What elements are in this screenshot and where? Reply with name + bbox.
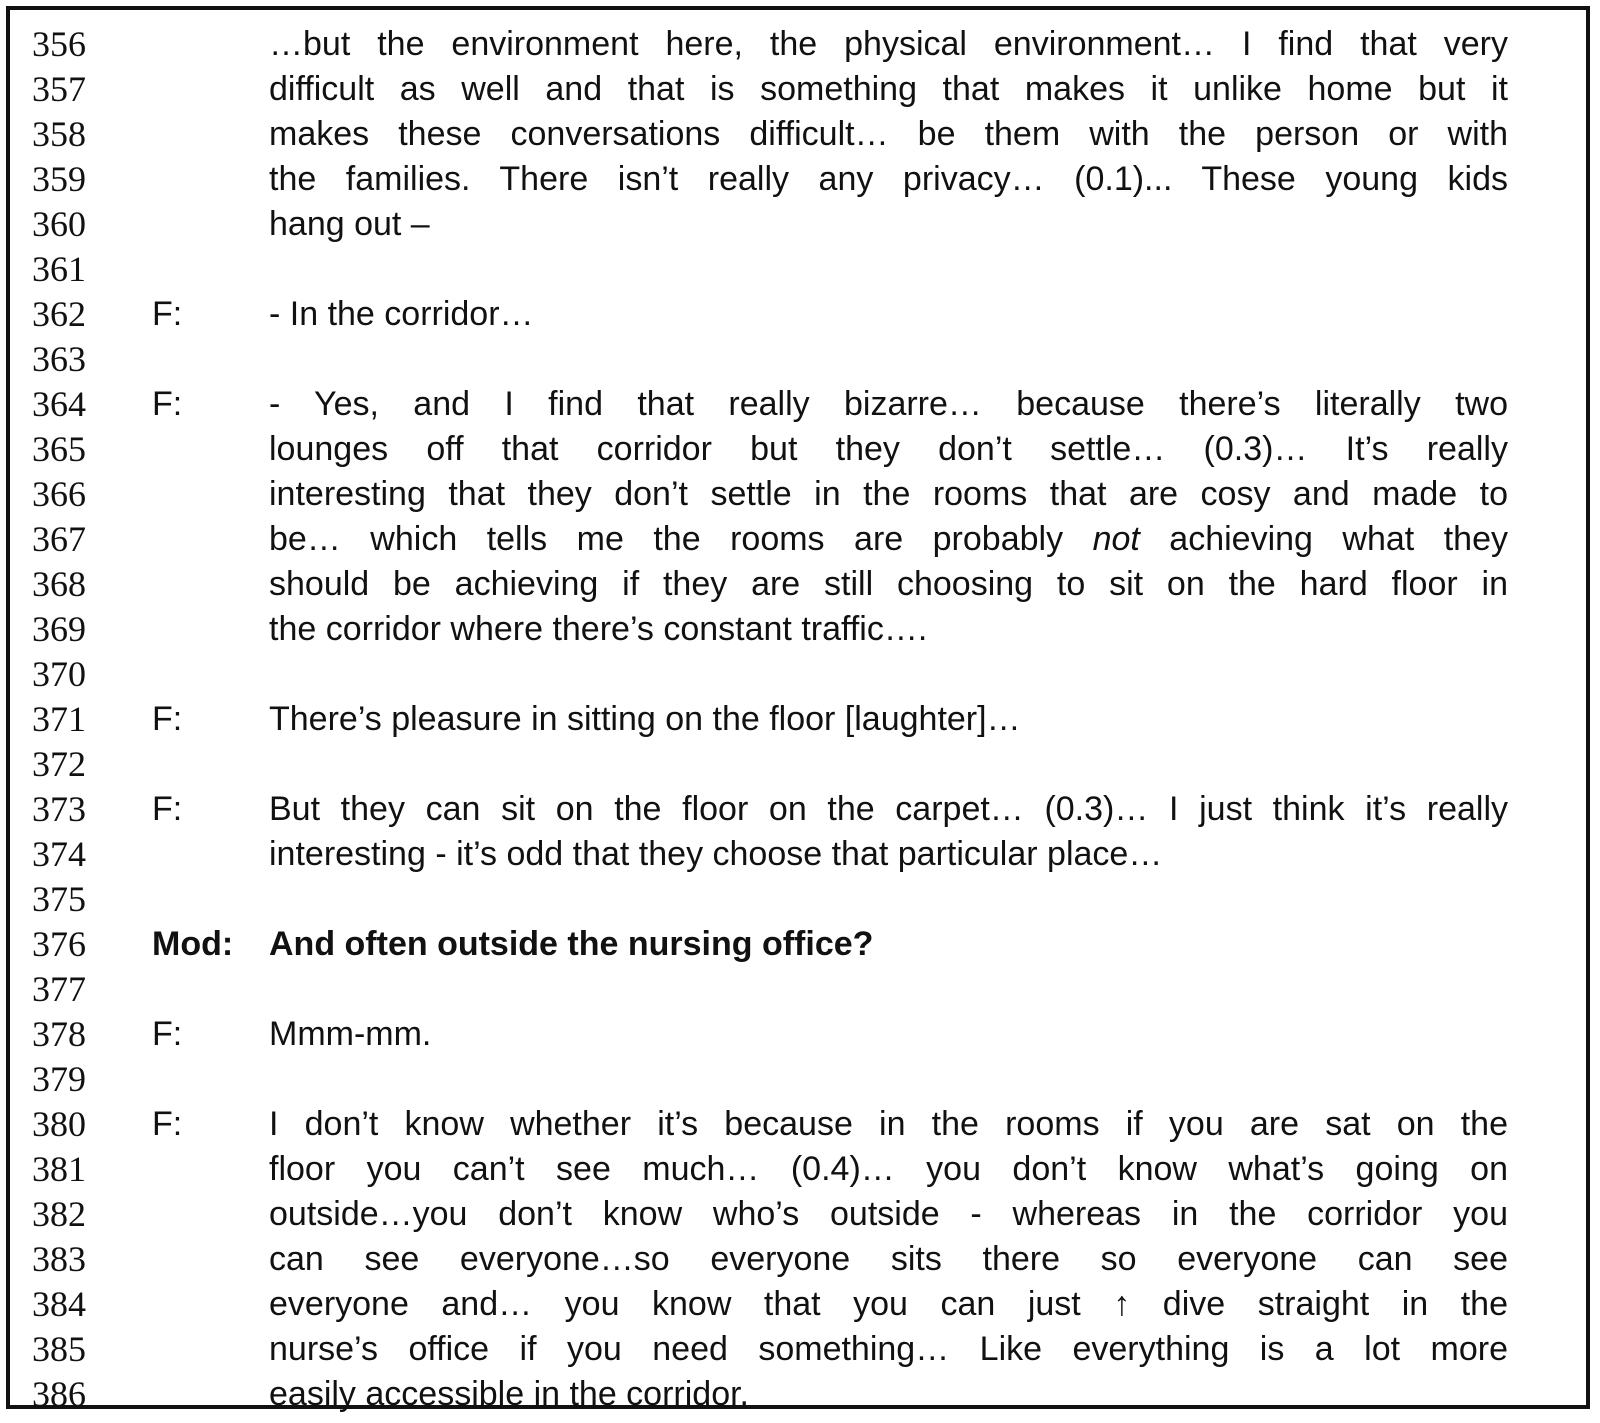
line-number: 372: [32, 744, 86, 784]
transcript-line: [10, 1237, 1586, 1282]
transcript-line: [10, 337, 1586, 382]
line-number: 360: [32, 204, 86, 244]
line-number: 364: [32, 384, 86, 424]
transcript-frame: [6, 6, 1590, 1414]
transcript-line: [10, 427, 1586, 472]
line-number: 377: [32, 969, 86, 1009]
utterance-text: nurse’s office if you need something… Like everything is a lot more: [269, 1330, 1508, 1368]
speaker-label: F:: [152, 700, 183, 738]
line-number: 366: [32, 474, 86, 514]
line-number: 362: [32, 294, 86, 334]
line-number: 386: [32, 1374, 86, 1414]
utterance-text: everyone and… you know that you can just ↑ dive straight in the: [269, 1285, 1508, 1323]
line-number: 374: [32, 834, 86, 874]
utterance-text: [269, 517, 1508, 562]
utterance-text-post: achieving what they: [1139, 520, 1508, 558]
utterance-text: outside…you don’t know who’s outside - whereas in the corridor you: [269, 1195, 1508, 1233]
line-number: 384: [32, 1284, 86, 1324]
utterance-text: easily accessible in the corridor.: [269, 1375, 750, 1413]
line-number: 376: [32, 924, 86, 964]
utterance-text: But they can sit on the floor on the carpet… (0.3)… I just think it’s really: [269, 790, 1508, 828]
speaker-label: F:: [152, 295, 183, 333]
line-number: 370: [32, 654, 86, 694]
transcript-line: [10, 1327, 1586, 1372]
transcript-line: [10, 67, 1586, 112]
line-number: 369: [32, 609, 86, 649]
transcript-line: [10, 652, 1586, 697]
line-number: 361: [32, 249, 86, 289]
line-number: 367: [32, 519, 86, 559]
speaker-label: F:: [152, 385, 183, 423]
utterance-text: should be achieving if they are still choosing to sit on the hard floor in: [269, 565, 1508, 603]
utterance-text: …but the environment here, the physical environment… I find that very: [269, 25, 1508, 63]
utterance-text-pre: be… which tells me the rooms are probably: [269, 520, 1093, 558]
utterance-text: interesting that they don’t settle in the rooms that are cosy and made to: [269, 475, 1508, 513]
speaker-label: F:: [152, 1105, 183, 1143]
transcript-line: [10, 607, 1586, 652]
speaker-label: F:: [152, 790, 183, 828]
transcript-line: [10, 382, 1586, 427]
utterance-text: interesting - it’s odd that they choose that particular place…: [269, 835, 1163, 873]
utterance-text: the corridor where there’s constant traffic….: [269, 610, 928, 648]
transcript-line: [10, 247, 1586, 292]
line-number: 373: [32, 789, 86, 829]
transcript-line: [10, 742, 1586, 787]
transcript-line: [10, 1282, 1586, 1327]
utterance-text: And often outside the nursing office?: [269, 925, 874, 963]
utterance-text: - In the corridor…: [269, 295, 534, 333]
transcript-line: [10, 1372, 1586, 1417]
transcript-line: [10, 517, 1586, 562]
utterance-text: can see everyone…so everyone sits there so everyone can see: [269, 1240, 1508, 1278]
line-number: 375: [32, 879, 86, 919]
utterance-text: hang out –: [269, 205, 430, 243]
line-number: 365: [32, 429, 86, 469]
utterance-text: the families. There isn’t really any privacy… (0.1)... These young kids: [269, 160, 1508, 198]
transcript-line: [10, 202, 1586, 247]
transcript-line: [10, 22, 1586, 67]
line-number: 382: [32, 1194, 86, 1234]
transcript-line: [10, 562, 1586, 607]
transcript-line: [10, 922, 1586, 967]
utterance-text: floor you can’t see much… (0.4)… you don’t know what’s going on: [269, 1150, 1508, 1188]
transcript-body: [10, 22, 1586, 1417]
utterance-text: makes these conversations difficult… be them with the person or with: [269, 115, 1508, 153]
line-number: 380: [32, 1104, 86, 1144]
utterance-text: Mmm-mm.: [269, 1015, 432, 1053]
transcript-line: [10, 787, 1586, 832]
line-number: 356: [32, 24, 86, 64]
line-number: 363: [32, 339, 86, 379]
line-number: 358: [32, 114, 86, 154]
transcript-line: [10, 1192, 1586, 1237]
transcript-line: [10, 877, 1586, 922]
transcript-line: [10, 1147, 1586, 1192]
line-number: 383: [32, 1239, 86, 1279]
utterance-text: I don’t know whether it’s because in the rooms if you are sat on the: [269, 1105, 1508, 1143]
speaker-label: F:: [152, 1015, 183, 1053]
transcript-line: [10, 697, 1586, 742]
utterance-text: lounges off that corridor but they don’t settle… (0.3)… It’s really: [269, 430, 1508, 468]
line-number: 379: [32, 1059, 86, 1099]
transcript-line: [10, 472, 1586, 517]
line-number: 381: [32, 1149, 86, 1189]
transcript-line: [10, 1057, 1586, 1102]
line-number: 368: [32, 564, 86, 604]
speaker-label: Mod:: [152, 925, 234, 963]
line-number: 371: [32, 699, 86, 739]
utterance-text: There’s pleasure in sitting on the floor [laughter]…: [269, 700, 1021, 738]
utterance-emphasis: not: [1092, 520, 1140, 558]
line-number: 378: [32, 1014, 86, 1054]
transcript-line: [10, 157, 1586, 202]
line-number: 385: [32, 1329, 86, 1369]
utterance-text: difficult as well and that is something that makes it unlike home but it: [269, 70, 1508, 108]
line-number: 359: [32, 159, 86, 199]
transcript-line: [10, 967, 1586, 1012]
transcript-line: [10, 1012, 1586, 1057]
utterance-text: - Yes, and I find that really bizarre… because there’s literally two: [269, 385, 1508, 423]
transcript-line: [10, 292, 1586, 337]
transcript-line: [10, 1102, 1586, 1147]
transcript-line: [10, 832, 1586, 877]
transcript-line: [10, 112, 1586, 157]
line-number: 357: [32, 69, 86, 109]
